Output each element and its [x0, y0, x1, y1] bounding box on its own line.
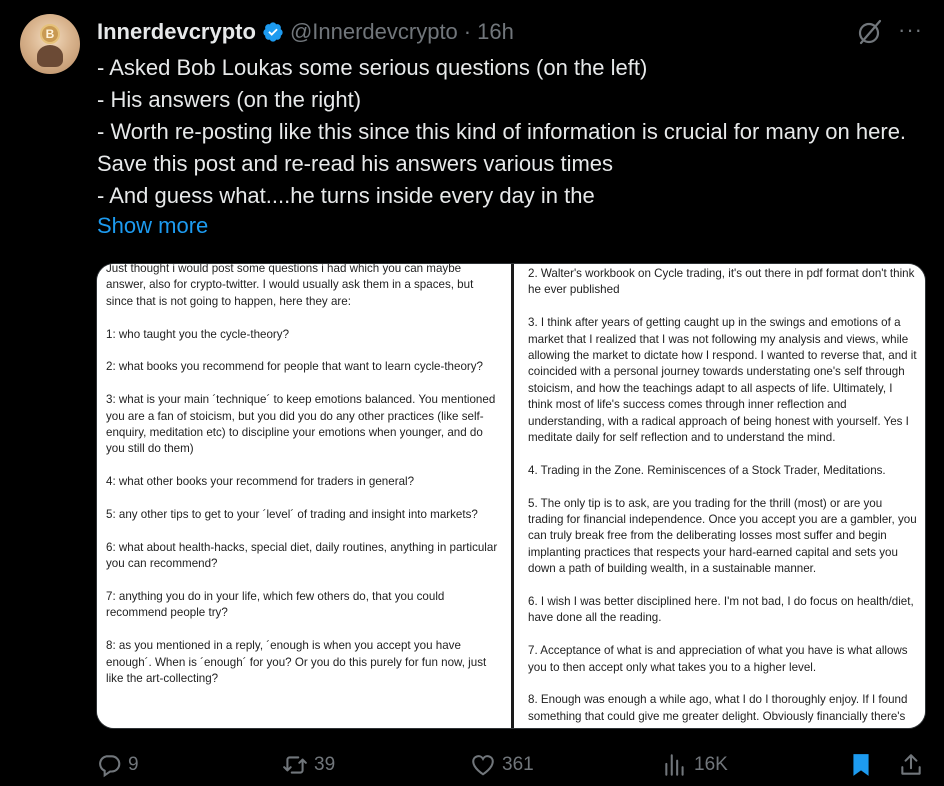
avatar[interactable] [20, 14, 80, 74]
show-more-link[interactable]: Show more [97, 213, 209, 238]
grok-icon[interactable] [856, 18, 884, 46]
views-icon [662, 752, 688, 778]
answer-paragraph: 2. Walter's workbook on Cycle trading, it's out there in pdf format don't think he ever published [528, 267, 915, 297]
question-paragraph: 4: what other books your recommend for traders in general? [106, 475, 415, 489]
question-paragraph: 1: who taught you the cycle-theory? [106, 327, 290, 341]
repost-button[interactable] [282, 748, 335, 782]
reply-icon [96, 752, 122, 778]
timestamp[interactable]: 16h [477, 19, 514, 44]
handle[interactable]: @Innerdevcrypto [289, 19, 458, 44]
post-text-line: - And guess what....he turns inside every day in the [97, 183, 595, 208]
bookmark-button[interactable] [848, 748, 880, 782]
like-count: 361 [502, 754, 534, 775]
bitcoin-coin-icon: B [40, 24, 60, 44]
post-text [97, 52, 927, 212]
question-paragraph: 5: any other tips to get to your ´level´ of trading and insight into markets? [106, 508, 478, 522]
questions-panel [97, 264, 512, 728]
share-icon [898, 752, 924, 778]
answer-paragraph: 7. Acceptance of what is and appreciation of what you have is what allows you to then accept only what takes you to a higher level. [528, 644, 908, 674]
reply-button[interactable] [96, 748, 139, 782]
share-button[interactable] [898, 748, 930, 782]
views-button[interactable] [662, 748, 728, 782]
like-button[interactable] [470, 748, 534, 782]
action-bar [96, 748, 926, 782]
post-header [97, 16, 514, 48]
view-count: 16K [694, 754, 728, 775]
answer-paragraph: 4. Trading in the Zone. Reminiscences of a Stock Trader, Meditations. [528, 463, 886, 477]
display-name[interactable]: Innerdevcrypto [97, 19, 256, 44]
answers-panel [514, 264, 926, 728]
question-paragraph: 7: anything you do in your life, which few others do, that you could recommend people try? [106, 590, 445, 620]
repost-icon [282, 752, 308, 778]
more-icon[interactable]: ··· [898, 17, 923, 42]
meditating-figure-icon [37, 45, 63, 67]
reply-count: 9 [128, 754, 139, 775]
answer-paragraph: 6. I wish I was better disciplined here. I'm not bad, I do focus on health/diet, have done all the reading. [528, 595, 914, 625]
answer-paragraph: 3. I think after years of getting caught up in the swings and emotions of a market that I realized that I was not following my analysis and views, while allowing the market to dictate how I respond. I wanted to reverse that, and it coincided with a personal journey towards understating one's self through stoicism, and how the teachings adapt to all aspects of life. Ultimately, I think most of life's success comes through inner reflection and understanding, with a radical approach of being honest with yourself. Yes I meditate daily for self reflection and to understand the mind. [528, 316, 917, 445]
like-icon [470, 752, 496, 778]
post-image[interactable] [96, 263, 926, 729]
answer-paragraph: 8. Enough was enough a while ago, what I do I thoroughly enjoy. If I found something that could give me greater delight. Obviously financially there's [528, 693, 908, 723]
question-paragraph: Just thought i would post some questions i had which you can maybe answer, also for crypto-twitter. I would usually ask them in a spaces, but since that is not going to happen, here they are: [106, 264, 474, 308]
bookmark-icon [848, 752, 874, 778]
answer-paragraph: 5. The only tip is to ask, are you trading for the thrill (most) or are you trading for financial independence. Once you accept you are a gambler, you can truly break free from the deliberating losses most suffer and begin implanting practices that respects your hard-earned capital and sets you down a path of building wealth, in a sustainable manner. [528, 496, 917, 576]
post-text-line: - His answers (on the right) [97, 87, 362, 112]
post-text-line: - Asked Bob Loukas some serious questions (on the left) [97, 55, 648, 80]
question-paragraph: 6: what about health-hacks, special diet, daily routines, anything in particular you can recommend? [106, 540, 498, 571]
verified-badge-icon[interactable] [262, 21, 284, 43]
post-text-line: - Worth re-posting like this since this kind of information is crucial for many on here. Save this post and re-read his answers various times [97, 119, 907, 176]
question-paragraph: 3: what is your main ´technique´ to keep emotions balanced. You mentioned you are a fan of stoicism, but you did you do any other practices (like self-enquiry, meditation etc) to discipline your emotions when younger, and do you still do them) [106, 393, 496, 456]
separator-dot: · [463, 19, 472, 44]
repost-count: 39 [314, 754, 336, 775]
question-paragraph: 2: what books you recommend for people that want to learn cycle-theory? [106, 360, 484, 374]
question-paragraph: 8: as you mentioned in a reply, ´enough is when you accept you have enough´. When is ´enough´ for you? Or you do this purely for fun now, just like the art-collecting? [106, 639, 487, 686]
